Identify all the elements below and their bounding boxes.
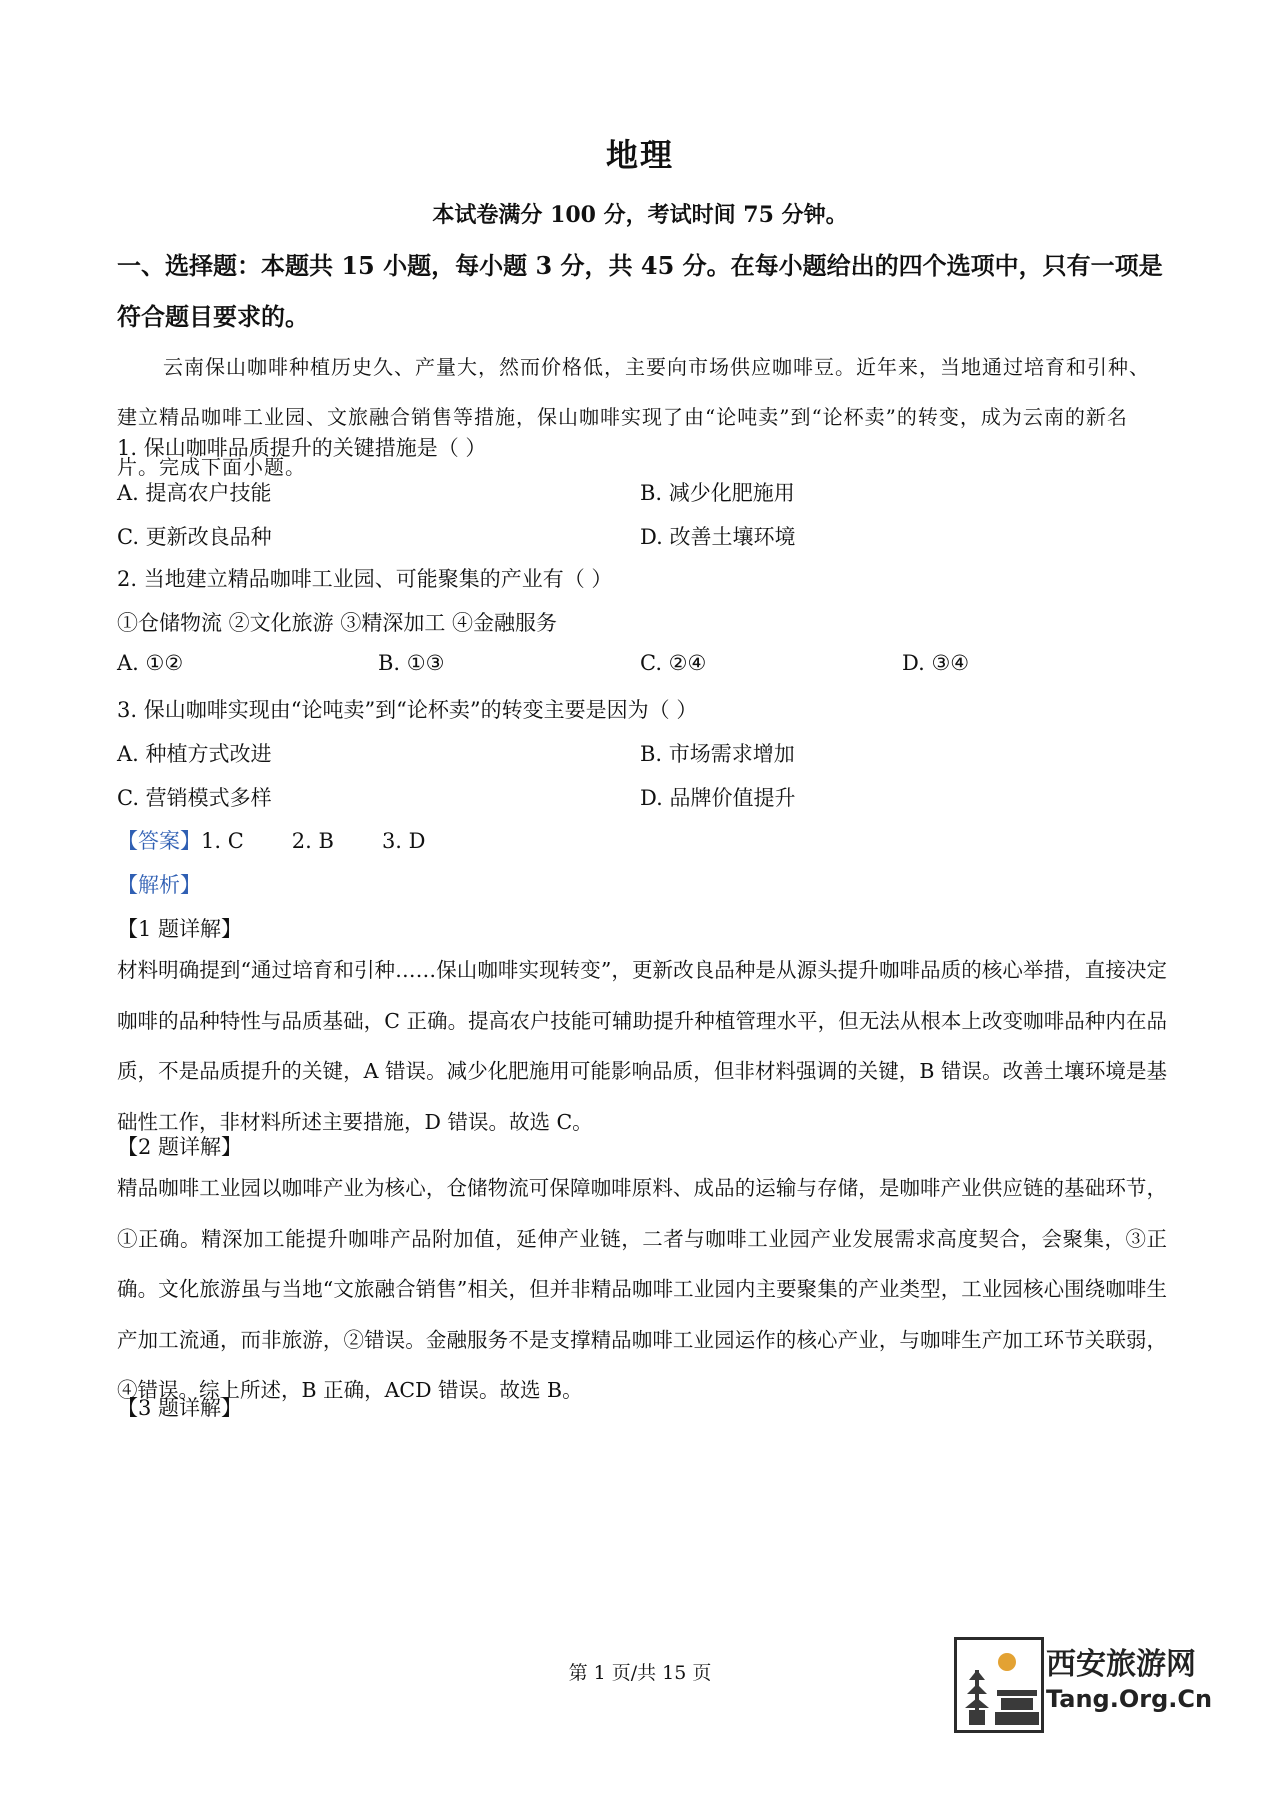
q3-option-a: A. 种植方式改进 <box>117 742 272 766</box>
exam-info: 本试卷满分 100 分，考试时间 75 分钟。 <box>432 202 848 228</box>
q1-option-d: D. 改善土壤环境 <box>640 525 796 549</box>
question-1-stem: 1. 保山咖啡品质提升的关键措施是（ ） <box>117 436 487 460</box>
analysis-label: 【解析】 <box>117 873 201 897</box>
q3-option-b: B. 市场需求增加 <box>640 742 795 766</box>
q2-option-a: A. ①② <box>117 651 184 675</box>
material-passage <box>117 342 1167 492</box>
answer-label: 【答案】 <box>117 829 201 853</box>
q2-option-c: C. ②④ <box>640 651 707 675</box>
watermark-name: 西安旅游网 <box>1046 1647 1196 1682</box>
pagoda-logo-icon <box>954 1637 1044 1733</box>
q2-option-b: B. ①③ <box>378 651 445 675</box>
q1-option-c: C. 更新改良品种 <box>117 525 272 549</box>
page-number: 第 1 页/共 15 页 <box>568 1662 712 1684</box>
answer-line <box>117 825 426 855</box>
watermark-logo <box>954 1637 1213 1733</box>
answer-3: 3. D <box>381 829 426 853</box>
q3-option-d: D. 品牌价值提升 <box>640 786 796 810</box>
q1-detail-body: 材料明确提到“通过培育和引种……保山咖啡实现转变”，更新改良品种是从源头提升咖啡品质的核心举措，直接决定咖啡的品种特性与品质基础，C 正确。提高农户技能可辅助提升种植管理水平，但无法从根本上改变咖啡品种内在品质，不是品质提升的关键，A 错误。减少化肥施用可能影响品质，但非材料强调的关键，B 错误。改善土壤环境是基础性工作，非材料所述主要措施，D 错误。故选 C。 <box>117 958 1167 1134</box>
question-2-items: ①仓储物流 ②文化旅游 ③精深加工 ④金融服务 <box>117 611 558 635</box>
q3-detail-heading: 【3 题详解】 <box>117 1396 243 1420</box>
page-title: 地理 <box>605 136 674 174</box>
q1-option-b: B. 减少化肥施用 <box>640 481 795 505</box>
q3-option-c: C. 营销模式多样 <box>117 786 272 810</box>
q2-detail-heading: 【2 题详解】 <box>117 1135 243 1159</box>
section-heading: 一、选择题：本题共 15 小题，每小题 3 分，共 45 分。在每小题给出的四个选项中，只有一项是符合题目要求的。 <box>117 251 1163 331</box>
q1-option-a: A. 提高农户技能 <box>117 481 272 505</box>
answer-2: 2. B <box>291 829 334 853</box>
q2-option-d: D. ③④ <box>902 651 970 675</box>
q1-detail-heading: 【1 题详解】 <box>117 917 243 941</box>
question-2-stem: 2. 当地建立精品咖啡工业园、可能聚集的产业有（ ） <box>117 567 613 591</box>
q2-detail-body: 精品咖啡工业园以咖啡产业为核心，仓储物流可保障咖啡原料、成品的运输与存储，是咖啡产业供应链的基础环节，①正确。精深加工能提升咖啡产品附加值，延伸产业链，二者与咖啡工业园产业发展需求高度契合，会聚集，③正确。文化旅游虽与当地“文旅融合销售”相关，但并非精品咖啡工业园内主要聚集的产业类型，工业园核心围绕咖啡生产加工流通，而非旅游，②错误。金融服务不是支撑精品咖啡工业园运作的核心产业，与咖啡生产加工环节关联弱，④错误。综上所述，B 正确，ACD 错误。故选 B。 <box>117 1176 1167 1402</box>
answer-1: 1. C <box>201 829 244 853</box>
question-3-stem: 3. 保山咖啡实现由“论吨卖”到“论杯卖”的转变主要是因为（ ） <box>117 698 698 722</box>
watermark-domain: Tang.Org.Cn <box>1046 1685 1213 1713</box>
material-text: 云南保山咖啡种植历史久、产量大，然而价格低，主要向市场供应咖啡豆。近年来，当地通过培育和引种、建立精品咖啡工业园、文旅融合销售等措施，保山咖啡实现了由“论吨卖”到“论杯卖”的转变，成为云南的新名片。完成下面小题。 <box>117 355 1150 479</box>
